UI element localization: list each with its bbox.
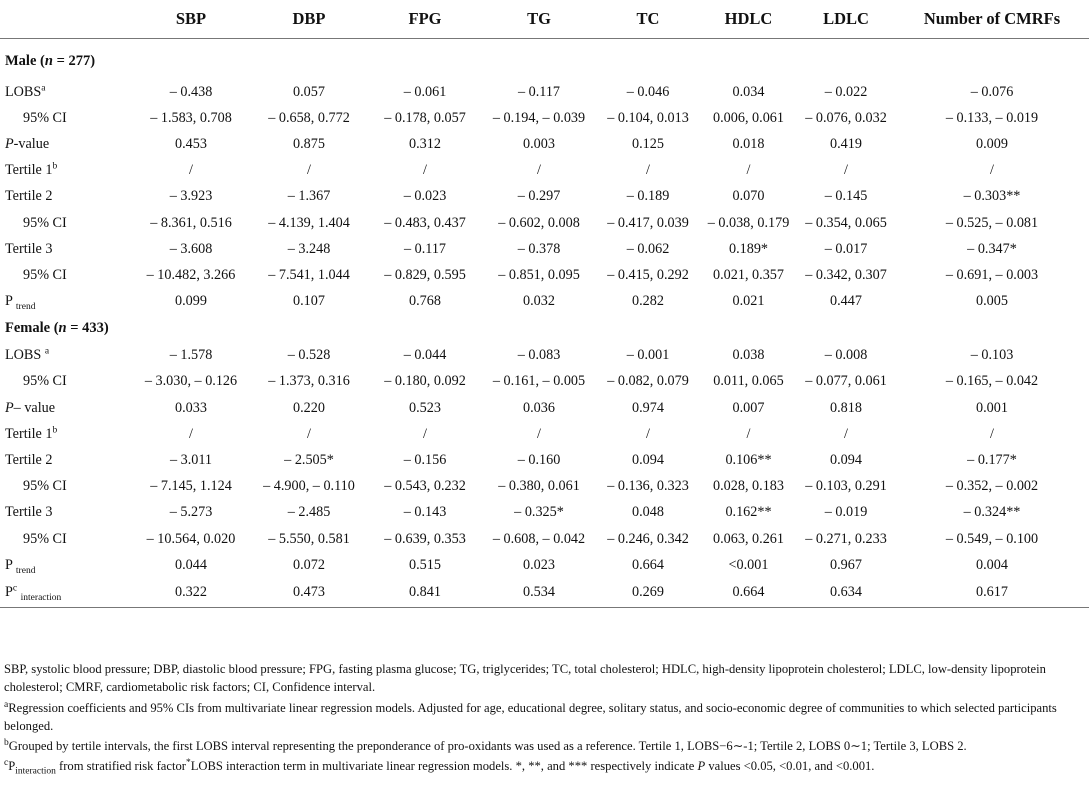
table-cell: 0.106** — [725, 452, 772, 469]
table-cell: – 2.485 — [287, 504, 331, 521]
table-cell: – 0.528 — [287, 347, 331, 364]
table-cell: 0.018 — [732, 135, 765, 152]
row-label — [0, 343, 132, 369]
row-label — [0, 131, 132, 157]
table-cell: – 0.194, – 0.039 — [492, 109, 586, 126]
table-cell: <0.001 — [728, 556, 769, 573]
table-row — [0, 262, 1089, 288]
table-cell: 0.447 — [830, 293, 862, 310]
table-cell: 0.036 — [523, 399, 555, 416]
table-cell: – 0.061 — [403, 83, 447, 100]
header-cell: SBP — [132, 0, 250, 39]
table-cell: – 0.325* — [514, 504, 564, 521]
table-cell: 0.063, 0.261 — [713, 530, 784, 547]
table-cell: – 0.103 — [970, 347, 1014, 364]
row-label-text: Tertile 2 — [5, 188, 53, 205]
table-row — [0, 395, 1089, 421]
table-row — [0, 343, 1089, 369]
row-label-text: 95% CI — [23, 266, 67, 283]
table-cell: – 3.248 — [287, 240, 331, 257]
table-cell: – 0.104, 0.013 — [607, 109, 689, 126]
table-cell: – 0.297 — [517, 188, 561, 205]
table-cell: 0.419 — [830, 135, 862, 152]
row-label — [0, 158, 132, 184]
table-cell: – 0.438 — [169, 83, 213, 100]
row-label-sub: interaction — [20, 593, 62, 604]
table-cell: 0.523 — [409, 399, 441, 416]
table-cell: – 10.564, 0.020 — [146, 530, 236, 547]
table-row — [0, 500, 1089, 526]
table-cell: / — [189, 162, 193, 179]
header-cell: FPG — [368, 0, 482, 39]
table-cell: 0.664 — [700, 578, 797, 608]
row-label-text: Tertile 3 — [5, 240, 53, 257]
row-label-text: Tertile 3 — [5, 504, 53, 521]
table-cell: 0.473 — [250, 578, 368, 608]
table-cell: 0.028, 0.183 — [713, 478, 784, 495]
table-row — [0, 184, 1089, 210]
footnote-c: $^cP_{interaction}$ from stratified risk factor*LOBS interaction term in multivariate linear regression models. *, **, and *** respectively indicate P values <0.05, <0.01, and <0.001. — [4, 757, 875, 777]
group-label-n: n — [58, 320, 67, 337]
table-cell: – 0.180, 0.092 — [384, 373, 466, 390]
table-row — [0, 578, 1089, 608]
table-cell: – 5.550, 0.581 — [268, 530, 350, 547]
table-cell: – 0.417, 0.039 — [607, 214, 689, 231]
table-cell: – 0.062 — [626, 240, 670, 257]
table-cell: – 3.923 — [169, 188, 213, 205]
table-cell: – 0.083 — [517, 347, 561, 364]
table-cell: – 0.082, 0.079 — [607, 373, 689, 390]
table-cell: 0.005 — [976, 293, 1008, 310]
table-cell: – 0.378 — [517, 240, 561, 257]
table-cell: – 7.541, 1.044 — [268, 266, 350, 283]
footnote-b: $^b$Grouped by tertile intervals, the first LOBS interval representing the preponderance of pro-oxidants was used as a reference. Tertile 1, LOBS−6∼-1; Tertile 2, LOBS 0∼1; Tertile 3, LOBS 2. — [4, 737, 967, 753]
table-cell: – 0.829, 0.595 — [384, 266, 466, 283]
table-cell: – 0.117 — [517, 83, 561, 100]
table-cell: 0.094 — [632, 452, 664, 469]
table-cell: – 0.156 — [403, 452, 447, 469]
row-label — [0, 578, 132, 608]
table-cell: 0.125 — [632, 135, 664, 152]
table-cell: 0.768 — [409, 293, 441, 310]
table-cell: / — [189, 425, 193, 442]
group-label-female — [0, 315, 1089, 343]
table-cell: – 0.178, 0.057 — [384, 109, 466, 126]
table-cell: / — [307, 425, 311, 442]
table-cell: – 0.177* — [967, 452, 1017, 469]
table-cell: / — [844, 425, 848, 442]
header-cell: DBP — [250, 0, 368, 39]
table-cell: 0.818 — [830, 399, 862, 416]
group-label-prefix: Female ( — [5, 320, 59, 337]
table-cell: 0.048 — [632, 504, 664, 521]
table-cell: – 7.145, 1.124 — [150, 478, 232, 495]
table-row — [0, 552, 1089, 578]
row-label — [0, 421, 132, 447]
table-cell: 0.322 — [132, 578, 250, 608]
table-cell: – 0.189 — [626, 188, 670, 205]
row-label-text: 95% CI — [23, 214, 67, 231]
table-row — [0, 474, 1089, 500]
row-label-sup: c — [12, 583, 18, 594]
table-cell: 0.189* — [728, 240, 768, 257]
row-label-text: 95% CI — [23, 109, 67, 126]
row-label-rest: -value — [13, 135, 50, 152]
row-label — [0, 447, 132, 473]
table-row — [0, 236, 1089, 262]
table-cell: – 0.133, – 0.019 — [945, 109, 1039, 126]
table-cell: – 0.076 — [970, 83, 1014, 100]
table-cell: 0.875 — [293, 135, 325, 152]
table-cell: – 1.583, 0.708 — [150, 109, 232, 126]
row-label — [0, 474, 132, 500]
header-row — [0, 0, 1089, 39]
table-cell: – 0.354, 0.065 — [805, 214, 887, 231]
table-cell: – 4.900, – 0.110 — [263, 478, 355, 495]
table-cell: / — [746, 425, 751, 442]
table-cell: – 0.347* — [967, 240, 1017, 257]
table-cell: 0.038 — [732, 347, 765, 364]
group-label-male: Male (n = 277) — [5, 52, 96, 69]
table-cell: – 0.161, – 0.005 — [492, 373, 586, 390]
group-label-suffix: = 433) — [66, 320, 109, 337]
table-cell: 0.634 — [797, 578, 895, 608]
table-cell: 0.033 — [175, 399, 207, 416]
row-label-sup: b — [52, 161, 58, 172]
table-cell: 0.282 — [632, 293, 664, 310]
table-cell: – 1.578 — [169, 347, 213, 364]
table-row — [0, 131, 1089, 157]
table-cell: – 0.076, 0.032 — [805, 109, 887, 126]
table-cell: – 0.352, – 0.002 — [945, 478, 1039, 495]
table-cell: / — [646, 162, 650, 179]
table-cell: 0.003 — [523, 135, 555, 152]
table-cell: – 0.117 — [403, 240, 447, 257]
table-cell: – 0.077, 0.061 — [805, 373, 887, 390]
table-cell: / — [844, 162, 848, 179]
row-label — [0, 552, 132, 578]
table-cell: – 0.691, – 0.003 — [945, 266, 1039, 283]
group-row-male — [0, 39, 1089, 80]
table-cell: – 0.023 — [403, 188, 447, 205]
table-cell: – 0.608, – 0.042 — [492, 530, 586, 547]
row-label — [0, 79, 132, 105]
table-cell: – 0.303** — [963, 188, 1021, 205]
table-row — [0, 369, 1089, 395]
table-cell: 0.007 — [732, 399, 765, 416]
row-label-text: 95% CI — [23, 478, 67, 495]
row-label-text: Tertile 1 — [5, 425, 53, 442]
table-cell: 0.515 — [409, 556, 441, 573]
row-label-text: LOBS — [5, 347, 45, 364]
table-cell: / — [537, 425, 541, 442]
table-cell: – 0.136, 0.323 — [607, 478, 689, 495]
table-cell: 0.004 — [976, 556, 1008, 573]
header-cell: TG — [482, 0, 596, 39]
row-label — [0, 526, 132, 552]
row-label — [0, 105, 132, 131]
table-cell: 0.094 — [830, 452, 862, 469]
row-label-sup: a — [44, 346, 50, 357]
table-row — [0, 289, 1089, 315]
header-cell: LDLC — [797, 0, 895, 39]
header-cell: Number of CMRFs — [895, 0, 1089, 39]
table-cell: – 0.851, 0.095 — [498, 266, 580, 283]
table-row — [0, 105, 1089, 131]
table-cell: / — [746, 162, 751, 179]
table-cell: – 0.165, – 0.042 — [945, 373, 1039, 390]
table-cell: – 1.367 — [287, 188, 331, 205]
footnote-abbreviations: SBP, systolic blood pressure; DBP, diastolic blood pressure; FPG, fasting plasma glucose; TG, triglycerides; TC, total cholesterol; HDLC, high-density lipoprotein cholesterol; LDLC, low-density lipoprotein cholesterol; CMRF, cardiometabolic risk factors; CI, Confidence interval. — [4, 662, 1046, 694]
row-label-p: P — [5, 135, 14, 152]
table-row — [0, 158, 1089, 184]
table-cell: 0.841 — [368, 578, 482, 608]
table-cell: – 8.361, 0.516 — [150, 214, 232, 231]
table-cell: 0.617 — [895, 578, 1089, 608]
table-body — [0, 39, 1089, 608]
row-label-rest: – value — [13, 399, 56, 416]
table-cell: – 10.482, 3.266 — [146, 266, 236, 283]
row-label-sub: trend — [15, 565, 36, 576]
table-cell: – 3.011 — [169, 452, 213, 469]
table-cell: 0.534 — [482, 578, 596, 608]
row-label-text: LOBS — [5, 83, 42, 100]
table-cell: 0.107 — [293, 293, 325, 310]
row-label-text: P — [5, 556, 13, 573]
table-cell: – 0.046 — [626, 83, 670, 100]
table-row — [0, 447, 1089, 473]
table-cell: – 0.022 — [824, 83, 868, 100]
row-label-sup: a — [41, 82, 46, 93]
row-label-text: Tertile 1 — [5, 162, 53, 179]
table-row — [0, 421, 1089, 447]
table-cell: – 0.342, 0.307 — [805, 266, 887, 283]
table-cell: 0.057 — [293, 83, 325, 100]
table-cell: – 0.019 — [824, 504, 868, 521]
row-label — [0, 236, 132, 262]
table-cell: – 5.273 — [169, 504, 213, 521]
table-footnotes — [4, 660, 1086, 777]
table-cell: – 0.038, 0.179 — [707, 214, 790, 231]
table-cell: 0.021 — [732, 293, 765, 310]
table-cell: – 0.525, – 0.081 — [945, 214, 1039, 231]
table-cell: 0.967 — [830, 556, 862, 573]
table-cell: 0.220 — [293, 399, 325, 416]
row-label-sup: b — [52, 425, 58, 436]
row-label — [0, 262, 132, 288]
header-cell: HDLC — [700, 0, 797, 39]
table-row — [0, 526, 1089, 552]
row-label — [0, 369, 132, 395]
table-cell: – 0.602, 0.008 — [498, 214, 580, 231]
table-cell: / — [990, 162, 994, 179]
table-cell: – 0.543, 0.232 — [384, 478, 466, 495]
table-cell: 0.070 — [732, 188, 765, 205]
table-cell: 0.453 — [175, 135, 207, 152]
table-cell: – 0.103, 0.291 — [805, 478, 887, 495]
table-cell: / — [646, 425, 650, 442]
table-cell: 0.023 — [523, 556, 555, 573]
table-cell: – 4.139, 1.404 — [268, 214, 350, 231]
row-label-text: 95% CI — [23, 530, 67, 547]
table-cell: / — [990, 425, 994, 442]
row-label-text: P — [5, 293, 13, 310]
table-cell: 0.974 — [632, 399, 664, 416]
table-cell: 0.312 — [409, 135, 441, 152]
table-row — [0, 210, 1089, 236]
row-label-text: Tertile 2 — [5, 452, 53, 469]
table-cell: – 0.160 — [517, 452, 561, 469]
table-cell: / — [423, 425, 427, 442]
table-cell: 0.664 — [632, 556, 664, 573]
table-cell: – 0.658, 0.772 — [268, 109, 350, 126]
table-cell: – 3.030, – 0.126 — [144, 373, 238, 390]
table-cell: – 1.373, 0.316 — [268, 373, 350, 390]
header-cell: TC — [596, 0, 700, 39]
table-cell: – 0.639, 0.353 — [384, 530, 466, 547]
table-cell: – 0.271, 0.233 — [805, 530, 887, 547]
row-label — [0, 210, 132, 236]
table-cell: / — [307, 162, 311, 179]
table-cell: 0.034 — [732, 83, 765, 100]
row-label — [0, 289, 132, 315]
table-cell: 0.021, 0.357 — [713, 266, 784, 283]
table-cell: – 0.549, – 0.100 — [945, 530, 1039, 547]
row-label-p: P — [5, 399, 14, 416]
table-cell: – 0.143 — [403, 504, 447, 521]
row-label — [0, 395, 132, 421]
group-row-female — [0, 315, 1089, 343]
table-cell: – 0.246, 0.342 — [607, 530, 689, 547]
table-cell: 0.269 — [596, 578, 700, 608]
table-cell: / — [423, 162, 427, 179]
table-cell: 0.044 — [175, 556, 207, 573]
row-label-text: 95% CI — [23, 373, 67, 390]
table-cell: – 0.324** — [963, 504, 1021, 521]
header-cell — [0, 0, 132, 39]
table-cell: 0.032 — [523, 293, 555, 310]
table-cell: – 0.145 — [824, 188, 868, 205]
row-label-text: P — [5, 584, 13, 601]
table-cell: / — [537, 162, 541, 179]
table-row — [0, 79, 1089, 105]
row-label — [0, 500, 132, 526]
table-cell: 0.162** — [725, 504, 772, 521]
table-cell: 0.006, 0.061 — [713, 109, 784, 126]
table-cell: – 3.608 — [169, 240, 213, 257]
table-cell: 0.011, 0.065 — [713, 373, 784, 390]
table-cell: – 0.415, 0.292 — [607, 266, 689, 283]
table-cell: 0.009 — [976, 135, 1008, 152]
footnote-a: $^a$Regression coefficients and 95% CIs from multivariate linear regression models. Adjusted for age, educational degree, solitary status, and socio-economic degree of communities to which selected participants belonged. — [4, 699, 1057, 733]
table-cell: – 0.380, 0.061 — [498, 478, 580, 495]
table-cell: 0.072 — [293, 556, 325, 573]
table-cell: 0.001 — [976, 399, 1008, 416]
row-label — [0, 184, 132, 210]
table-cell: – 0.008 — [824, 347, 868, 364]
table-cell: – 0.044 — [403, 347, 447, 364]
row-label-sub: trend — [15, 301, 36, 312]
table-cell: – 2.505* — [284, 452, 334, 469]
table-cell: – 0.001 — [626, 347, 670, 364]
table-cell: – 0.483, 0.437 — [384, 214, 466, 231]
table-cell: – 0.017 — [824, 240, 868, 257]
table-cell: 0.099 — [175, 293, 207, 310]
